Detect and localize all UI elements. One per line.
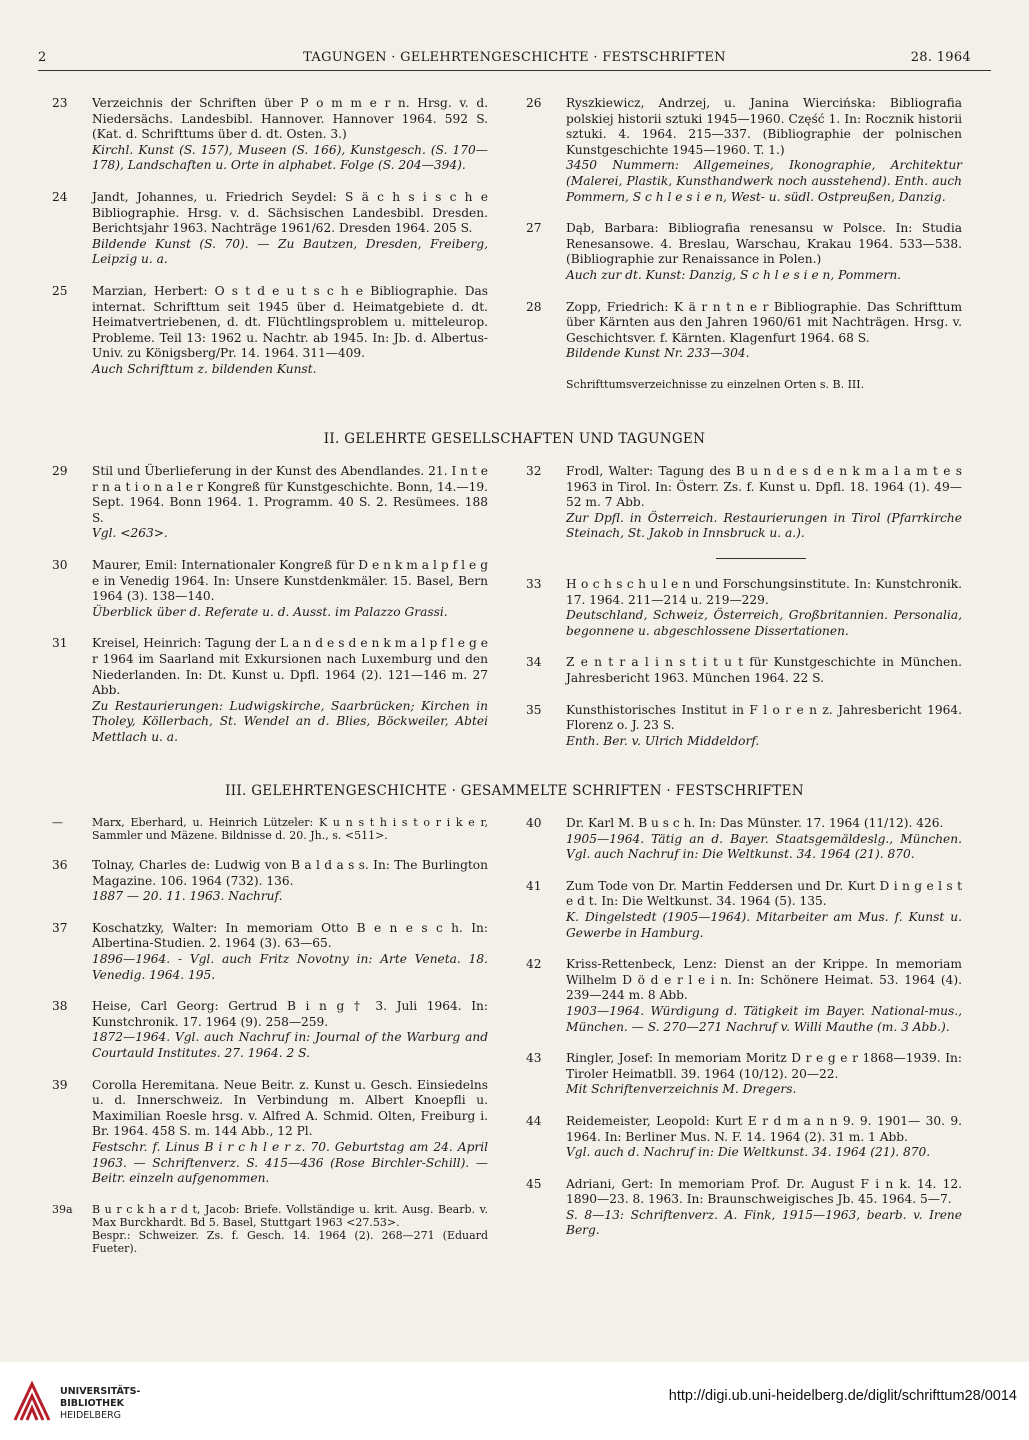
entry-review: Bespr.: Schweizer. Zs. f. Gesch. 14. 1964 (2). 268—271 (Eduard Fueter). — [92, 1228, 488, 1255]
bib-entry — [52, 858, 488, 905]
entry-annotation: Zu Restaurierungen: Ludwigskirche, Saarbrücken; Kirchen in Tholey, Köllerbach, St. Wendel an d. Blies, Böckweiler, Abtei Mettlach u. a. — [92, 698, 488, 744]
footer-bar — [0, 1362, 1029, 1440]
entry-number: 42 — [526, 957, 542, 972]
section1-footnote: Schrifttumsverzeichnisse zu einzelnen Orten s. B. III. — [566, 377, 865, 391]
bib-entry — [526, 816, 962, 863]
entry-annotation: Deutschland, Schweiz, Österreich, Großbritannien. Personalia, begonnene u. abgeschlossene Dissertationen. — [566, 608, 962, 638]
entry-citation: Corolla Heremitana. Neue Beitr. z. Kunst u. Gesch. Einsiedelns u. d. Innerschweiz. In Verbindung m. Albert Knoepfli u. Maximilian Roesle hrsg. v. Alfred A. Schmid. Olten, Freiburg i. Br. 1964. 458 S. m. 144 Abb., 12 Pl. — [92, 1077, 488, 1139]
entry-citation: Zum Tode von Dr. Martin Feddersen und Dr. Kurt D i n g e l s t e d t. In: Die Weltkunst. 34. 1964 (5). 135. — [566, 878, 962, 909]
entry-number: 27 — [526, 221, 542, 236]
logo-text-line3: HEIDELBERG — [60, 1410, 122, 1421]
bib-entry — [526, 703, 962, 750]
bib-entry — [52, 96, 488, 174]
section3-right-column — [526, 816, 962, 1255]
entry-number: 38 — [52, 999, 68, 1014]
entry-citation: Heise, Carl Georg: Gertrud B i n g † 3. Juli 1964. In: Kunstchronik. 17. 1964 (9). 258—259. — [92, 999, 488, 1029]
entry-citation: Ringler, Josef: In memoriam Moritz D r e g e r 1868—1939. In: Tiroler Heimatbll. 39. 1964 (10/12). 20—22. — [566, 1051, 962, 1081]
entry-annotation: Zur Dpfl. in Österreich. Restaurierungen in Tirol (Pfarrkirche Steinach, St. Jakob in Innsbruck u. a.). — [566, 510, 962, 541]
entry-citation: Frodl, Walter: Tagung des B u n d e s d e n k m a l a m t e s 1963 in Tirol. In: Österr. Zs. f. Kunst u. Dpfl. 18. 1964 (1). 49—52 m. 7 Abb. — [566, 464, 962, 510]
bib-entry — [526, 300, 962, 362]
entry-citation: B u r c k h a r d t, Jacob: Briefe. Vollständige u. krit. Ausg. Bearb. v. Max Burckhardt. Bd 5. Basel, Stuttgart 1963 <27.53>. — [92, 1202, 488, 1229]
entry-number: 28 — [526, 299, 542, 314]
entry-annotation: 3450 Nummern: Allgemeines, Ikonographie, Architektur (Malerei, Plastik, Kunsthandwerk noch ausstehend). Enth. auch Pommern, S c h l e s i e n, West- u. südl. Ostpreußen, Danzig. — [566, 158, 962, 204]
entry-number: 44 — [526, 1113, 542, 1128]
bib-entry — [52, 464, 488, 542]
source-url-link[interactable]: http://digi.ub.uni-heidelberg.de/diglit/schrifttum28/0014 — [668, 1388, 1017, 1404]
entry-number: 30 — [52, 557, 68, 572]
bib-entry — [52, 1203, 488, 1255]
section3-left-column — [52, 816, 488, 1271]
entry-annotation: Überblick über d. Referate u. d. Ausst. im Palazzo Grassi. — [92, 604, 448, 619]
entry-annotation: Bildende Kunst Nr. 233—304. — [566, 346, 750, 361]
entry-citation: Kriss-Rettenbeck, Lenz: Dienst an der Krippe. In memoriam Wilhelm D ö d e r l e i n. In: Schönere Heimat. 53. 1964 (4). 239—244 m. 8 Abb. — [566, 957, 962, 1003]
section2-heading: II. GELEHRTE GESELLSCHAFTEN UND TAGUNGEN — [323, 431, 706, 447]
bib-entry — [526, 879, 962, 941]
section1-left-column — [52, 96, 488, 394]
entry-number: 39 — [52, 1077, 68, 1092]
library-logo-icon — [12, 1376, 54, 1426]
entry-number: 35 — [526, 702, 542, 717]
entry-number: 34 — [526, 655, 542, 670]
entry-annotation: Vgl. auch d. Nachruf in: Die Weltkunst. 34. 1964 (21). 870. — [566, 1145, 931, 1160]
bib-entry — [52, 921, 488, 983]
entry-citation: H o c h s c h u l e n und Forschungsinstitute. In: Kunstchronik. 17. 1964. 211—214 u. 219—229. — [566, 576, 962, 607]
bib-entry — [52, 558, 488, 620]
entry-number: — — [52, 816, 63, 829]
entry-annotation: Auch zur dt. Kunst: Danzig, S c h l e s i e n, Pommern. — [566, 267, 902, 282]
entry-number: 32 — [526, 464, 542, 478]
issue-label: 28. 1964 — [910, 50, 971, 65]
bib-entry — [52, 1078, 488, 1187]
entry-annotation: Auch Schrifttum z. bildenden Kunst. — [92, 361, 317, 376]
entry-citation: Kunsthistorisches Institut in F l o r e n z. Jahresbericht 1964. Florenz o. J. 23 S. — [566, 702, 962, 733]
entry-citation: Koschatzky, Walter: In memoriam Otto B e n e s c h. In: Albertina-Studien. 2. 1964 (3). 63—65. — [92, 920, 488, 951]
entry-citation: Kreisel, Heinrich: Tagung der L a n d e s d e n k m a l p f l e g e r 1964 im Saarland mit Exkursionen nach Luxemburg und den Niederlanden. In: Dt. Kunst u. Dpfl. 1964 (2). 121—146 m. 27 Abb. — [92, 636, 488, 698]
section2-right-column — [526, 464, 962, 765]
bib-entry — [52, 636, 488, 745]
bib-entry — [52, 999, 488, 1061]
bib-entry — [526, 464, 962, 542]
entry-number: 36 — [52, 858, 68, 872]
entry-citation: Dr. Karl M. B u s c h. In: Das Münster. 17. 1964 (11/12). 426. — [566, 816, 944, 830]
page-number: 2 — [38, 50, 47, 65]
entry-number: 43 — [526, 1051, 542, 1066]
entry-number: 45 — [526, 1176, 542, 1191]
running-title: TAGUNGEN · GELEHRTENGESCHICHTE · FESTSCHRIFTEN — [303, 50, 726, 65]
section3-heading: III. GELEHRTENGESCHICHTE · GESAMMELTE SCHRIFTEN · FESTSCHRIFTEN — [225, 783, 804, 799]
entry-number: 41 — [526, 878, 542, 893]
entry-annotation: K. Dingelstedt (1905—1964). Mitarbeiter am Mus. f. Kunst u. Gewerbe in Hamburg. — [566, 909, 962, 940]
entry-citation: Reidemeister, Leopold: Kurt E r d m a n n 9. 9. 1901— 30. 9. 1964. In: Berliner Mus. N. F. 14. 1964 (2). 31 m. 1 Abb. — [566, 1113, 962, 1144]
bib-entry — [526, 1051, 962, 1098]
entry-number: 29 — [52, 464, 68, 478]
entry-number: 23 — [52, 96, 68, 110]
entry-number: 40 — [526, 816, 542, 830]
bib-entry — [526, 1114, 962, 1161]
separator-rule — [716, 558, 806, 559]
bib-entry — [526, 655, 962, 686]
entry-annotation: Mit Schriftenverzeichnis M. Dregers. — [566, 1082, 797, 1097]
entry-citation: Zopp, Friedrich: K ä r n t n e r Bibliographie. Das Schrifttum über Kärnten aus den Jahren 1960/61 mit Nachträgen. Hrsg. v. Geschichtsver. f. Kärnten. Klagenfurt 1964. 68 S. — [566, 299, 962, 345]
entry-annotation: Vgl. <263>. — [92, 526, 168, 541]
entry-number: 26 — [526, 96, 542, 110]
section1-right-column — [526, 96, 962, 407]
entry-citation: Adriani, Gert: In memoriam Prof. Dr. August F i n k. 14. 12. 1890—23. 8. 1963. In: Braunschweigisches Jb. 45. 1964. 5—7. — [566, 1176, 962, 1207]
bib-entry — [526, 96, 962, 205]
entry-citation: Marzian, Herbert: O s t d e u t s c h e Bibliographie. Das internat. Schrifttum seit 1945 über d. Heimatgebiete d. dt. Heimatvertriebenen, d. dt. Flüchtlingsproblem u. mitteleurop. Probleme. Teil 13: 1962 u. Nachtr. ab 1945. In: Jb. d. Albertus-Univ. zu Königsberg/Pr. 14. 1964. 311—409. — [92, 283, 488, 361]
entry-citation: Marx, Eberhard, u. Heinrich Lützeler: K u n s t h i s t o r i k e r, Sammler und Mäzene. Bildnisse d. 20. Jh., s. <511>. — [92, 816, 488, 842]
entry-citation: Tolnay, Charles de: Ludwig von B a l d a s s. In: The Burlington Magazine. 106. 1964 (732). 136. — [92, 858, 488, 888]
entry-citation: Ryszkiewicz, Andrzej, u. Janina Wiercińska: Bibliografia polskiej historii sztuki 1945—1960. Część 1. In: Rocznik historii sztuki. 4. 1964. 215—337. (Bibliographie der polnischen Kunstgeschichte 1945—1960. T. 1.) — [566, 96, 962, 157]
entry-citation: Stil und Überlieferung in der Kunst des Abendlandes. 21. I n t e r n a t i o n a l e r Kongreß für Kunstgeschichte. Bonn, 14.—19. Sept. 1964. Bonn 1964. 1. Programm. 40 S. 2. Resümees. 188 S. — [92, 464, 488, 525]
entry-annotation: 1872—1964. Vgl. auch Nachruf in: Journal of the Warburg and Courtauld Institutes. 27. 1964. 2 S. — [92, 1030, 488, 1060]
bib-entry — [52, 190, 488, 268]
entry-number: 37 — [52, 920, 68, 935]
entry-number: 25 — [52, 283, 68, 298]
entry-annotation: Bildende Kunst (S. 70). — Zu Bautzen, Dresden, Freiberg, Leipzig u. a. — [92, 236, 488, 267]
entry-number: 39a — [52, 1202, 73, 1216]
entry-annotation: 1887 — 20. 11. 1963. Nachruf. — [92, 889, 283, 904]
entry-annotation: 1903—1964. Würdigung d. Tätigkeit im Bayer. National-mus., München. — S. 270—271 Nachruf v. Willi Mauthe (m. 3 Abb.). — [566, 1003, 962, 1034]
entry-number: 31 — [52, 636, 68, 651]
entry-number: 24 — [52, 189, 68, 204]
header-rule — [38, 70, 991, 71]
entry-citation: Jandt, Johannes, u. Friedrich Seydel: S ä c h s i s c h e Bibliographie. Hrsg. v. d. Sächsischen Landesbibl. Dresden. Berichtsjahr 1963. Nachträge 1961/62. Dresden 1964. 205 S. — [92, 189, 488, 236]
bib-entry — [526, 577, 962, 639]
entry-annotation: Kirchl. Kunst (S. 157), Museen (S. 166), Kunstgesch. (S. 170—178), Landschaften u. Orte in alphabet. Folge (S. 204—394). — [92, 142, 488, 173]
entry-citation: Dąb, Barbara: Bibliografia renesansu w Polsce. In: Studia Renesansowe. 4. Breslau, Warschau, Krakau 1964. 533—538. (Bibliographie zur Renaissance in Polen.) — [566, 221, 962, 267]
entry-number: 33 — [526, 576, 542, 591]
bib-entry — [526, 1177, 962, 1239]
entry-citation: Verzeichnis der Schriften über P o m m e r n. Hrsg. v. d. Niedersächs. Landesbibl. Hannover. Hannover 1964. 592 S. (Kat. d. Schrifttums über d. dt. Osten. 3.) — [92, 96, 488, 142]
bib-entry — [526, 957, 962, 1035]
section2-left-column — [52, 464, 488, 762]
entry-annotation: 1905—1964. Tätig an d. Bayer. Staatsgemäldeslg., München. Vgl. auch Nachruf in: Die Weltkunst. 34. 1964 (21). 870. — [566, 831, 962, 862]
entry-citation: Z e n t r a l i n s t i t u t für Kunstgeschichte in München. Jahresbericht 1963. München 1964. 22 S. — [566, 655, 962, 685]
entry-annotation: 1896—1964. - Vgl. auch Fritz Novotny in: Arte Veneta. 18. Venedig. 1964. 195. — [92, 951, 488, 982]
bib-entry — [526, 221, 962, 283]
entry-annotation: Enth. Ber. v. Ulrich Middeldorf. — [566, 733, 760, 748]
entry-annotation: Festschr. f. Linus B i r c h l e r z. 70. Geburtstag am 24. April 1963. — Schriftenverz. S. 415—436 (Rose Birchler-Schill). — Beitr. einzeln aufgenommen. — [92, 1139, 488, 1186]
entry-annotation: S. 8—13: Schriftenverz. A. Fink, 1915—1963, bearb. v. Irene Berg. — [566, 1207, 962, 1238]
bib-entry — [52, 284, 488, 378]
bib-entry — [52, 816, 488, 842]
logo-text-line1: UNIVERSITÄTS- — [60, 1386, 141, 1397]
entry-citation: Maurer, Emil: Internationaler Kongreß für D e n k m a l p f l e g e in Venedig 1964. In: Unsere Kunstdenkmäler. 15. Basel, Bern 1964 (3). 138—140. — [92, 557, 488, 604]
logo-text-line2: BIBLIOTHEK — [60, 1398, 124, 1409]
